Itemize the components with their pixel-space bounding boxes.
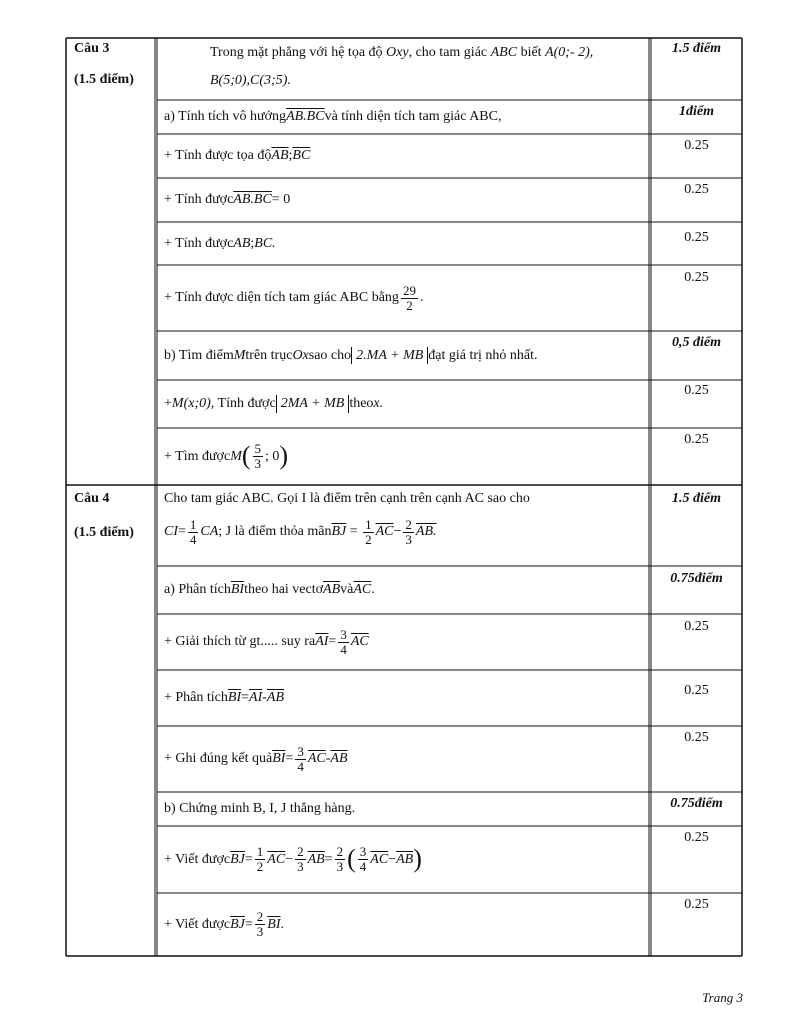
q3-intro-text: Trong mặt phẳng với hệ tọa độ [210,45,387,60]
q3-row-3-score: 0.25 [684,230,709,245]
denominator: 4 [359,859,367,874]
numerator: 3 [359,844,367,860]
denominator: 2 [256,859,264,874]
q3-row-1-score: 0.25 [684,138,709,153]
q3-point-c: ,C(3;5). [246,73,291,88]
denominator: 2 [406,297,413,313]
vector-bj: $\overline{BJ}$ [230,916,245,932]
vector-ab: AB. [415,524,437,540]
q4-row-a [157,566,649,614]
fraction [255,910,266,938]
equals: = [285,751,294,767]
paren-open: ( [347,844,356,874]
fraction [253,442,264,470]
vector-ab: $\overline{AB}$ [266,690,285,706]
numerator: 2 [336,844,344,860]
q3-oxy: Oxy [386,45,409,60]
vector-ac: $\overline{AC}$ [267,851,286,867]
q3-abc: ABC [490,45,518,60]
equals: = [244,851,253,867]
row-text: + Tính được tọa độ [164,148,272,164]
numerator: 1 [189,517,197,532]
row-text: . [419,290,424,306]
minus: - [262,690,267,706]
vector-bi: $\overline{BI}$ [272,751,286,767]
row-text: . [280,916,285,932]
equals: = [244,916,253,932]
vector-bi: $\overline{BI}$ [267,916,281,932]
minus: - [325,751,331,767]
q3-points: (1.5 điểm) [74,72,134,87]
q3-row-b1-score: 0.25 [684,383,709,398]
fraction [295,845,306,873]
row-text: sao cho [308,347,352,363]
numerator: 1 [365,517,372,532]
row-text: + Tính được [164,235,234,251]
vector-bj: $\overline{BJ}$ [331,524,347,540]
row-text: + [164,396,172,412]
row-text: + Tìm được [164,448,231,464]
vector-ab: $\overline{AB}$ [271,148,289,164]
q3-intro-line2 [210,72,646,90]
row-text: , Tính được [210,396,276,412]
row-text: + Giải thích từ gt..... suy ra [164,634,316,650]
fraction [401,284,418,312]
numerator: 2 [297,844,304,860]
q3-row-a-score: 1điểm [679,104,714,119]
paren-close: ) [413,844,422,874]
q3-total: 1.5 điểm [672,41,721,56]
row-text: ; 0 [265,448,280,464]
point-m: M [233,347,246,363]
numerator: 29 [402,282,416,298]
denominator: 3 [336,859,344,874]
row-text: + Viết được [164,851,231,867]
vector-ai: $\overline{AI}$ [249,690,263,706]
q3-label: Câu 3 [74,41,110,56]
paren-open: ( [241,441,251,471]
fraction [358,845,369,873]
equals: = [241,690,250,706]
row-text: a) Phân tích [164,582,231,598]
row-text: đạt giá trị nhỏ nhất. [428,347,538,363]
numerator: 2 [405,517,412,532]
q3-row-b [157,331,649,380]
paren-close: ) [279,441,289,471]
q4-total: 1.5 điểm [672,491,721,506]
numerator: 5 [254,441,262,457]
equals: = [328,634,337,650]
q4-row-1 [157,614,649,670]
q3-row-4-score: 0.25 [684,270,709,285]
q4-row-3-score: 0.25 [684,730,709,745]
denominator: 4 [340,641,347,657]
q4-row-1-score: 0.25 [684,619,709,634]
q3-row-b1 [157,380,649,428]
q4-row-b2 [157,893,649,956]
row-text: b) Tìm điểm [164,347,234,363]
q3-row-2-score: 0.25 [684,182,709,197]
denominator: 4 [297,758,304,774]
q3-row-3 [157,222,649,265]
denominator: 3 [254,456,262,471]
fraction [255,845,266,873]
q3-row-a [157,100,649,134]
vector-bi: $\overline{BI}$ [227,690,242,706]
row-text: theo [349,396,374,412]
q3-row-b2-score: 0.25 [684,432,709,447]
q4-row-b1-score: 0.25 [684,830,709,845]
q4-label: Câu 4 [74,491,110,506]
vector-ac: $\overline{AC}$ [370,851,389,867]
fraction [335,845,346,873]
q3-row-b2 [157,428,649,485]
numerator: 3 [297,743,304,759]
row-text: và [340,582,354,598]
q4-row-3 [157,726,649,792]
axis-ox: Ox [292,347,309,363]
q4-row-2-score: 0.25 [684,683,709,698]
length-ab: AB [233,235,251,251]
equals: = [178,524,186,540]
q3-row-b-score: 0,5 điểm [672,335,721,350]
vector-expr: AB.BC [233,192,272,208]
q3-intro-text-b: , cho tam giác [408,45,491,60]
q3-row-1 [157,134,649,178]
row-text: trên trục [245,347,293,363]
q4-points: (1.5 điểm) [74,525,134,540]
vector-ac: $\overline{AC}$ [353,582,372,598]
q3-point-b: B(5;0) [210,73,247,88]
q4-intro: Cho tam giác ABC. Gọi I là điểm trên cạnh trên cạnh AC sao cho [164,491,530,506]
row-text: = 0 [271,192,291,208]
fraction [188,518,199,546]
abs-expression: 2.MA + MB [351,347,428,365]
abs-expression: 2MA + MB [276,395,350,413]
denominator: 4 [189,531,197,547]
minus: − [388,851,397,867]
q3-intro-text-c: biết [517,45,546,60]
length-bc: BC. [254,235,276,251]
row-text: b) Chứng minh B, I, J thẳng hàng. [164,801,356,817]
row-text: + Tính được [164,192,234,208]
vector-bj: $\overline{BJ}$ [230,851,245,867]
page-footer: Trang 3 [702,990,743,1005]
vector-ac: $\overline{AC}$ [307,751,326,767]
vector-ac: $\overline{AC}$ [350,634,369,650]
separator: ; [250,235,255,251]
q4-row-a-score: 0.75điểm [670,571,723,586]
row-text: + Viết được [164,916,231,932]
row-text: a) Tính tích vô hướng [164,109,287,125]
seg-ca: CA [200,524,219,540]
fraction [403,518,414,546]
point-m: M [230,448,242,464]
row-text: . [371,582,375,598]
numerator: 3 [340,626,347,642]
row-text: + Tính được diện tích tam giác ABC bằng [164,290,399,306]
q3-row-2 [157,178,649,222]
minus: − [285,851,294,867]
var-x: x. [373,396,384,412]
minus: − [393,524,402,540]
equals: = [324,851,333,867]
vector-ab: $\overline{AB}$ [307,851,325,867]
q4-row-b-score: 0.75điểm [670,796,723,811]
q3-point-a: A(0;- 2), [545,45,594,60]
row-text: + Ghi đúng kết quả [164,751,273,767]
fraction [363,518,374,546]
row-text: và tính diện tích tam giác ABC, [324,109,502,125]
vector-ab: $\overline{AB}$ [323,582,341,598]
q4-row-2 [157,670,649,726]
separator: ; [288,148,293,164]
q4-row-b1 [157,826,649,893]
vector-expr: AB.BC [286,109,325,125]
vector-ab: $\overline{AB}$ [330,751,348,767]
denominator: 3 [297,859,304,874]
q4-intro-line2: CI = $\frac{1}{4}$ CA ; J là điểm thỏa mãn $\overline{BJ}$ = $\frac{1}{2}$ $\overline{AC}$ − $\frac{2}{3}$ AB. [164,517,437,547]
fraction [338,628,349,656]
fraction [295,745,306,773]
q3-row-4 [157,265,649,331]
row-text: theo hai vectơ [244,582,324,598]
vector-bc: $\overline{BC}$ [292,148,311,164]
numerator: 1 [256,844,264,860]
denominator: 2 [365,531,372,547]
row-text: ; J là điểm thỏa mãn [218,524,332,540]
denominator: 3 [256,924,264,939]
seg-ci: CI [164,524,178,540]
q3-intro [210,44,646,62]
q4-row-b [157,792,649,826]
vector-ab: $\overline{AB}$ [396,851,414,867]
q4-row-b2-score: 0.25 [684,897,709,912]
numerator: 2 [256,909,264,925]
vector-bi: $\overline{BI}$ [230,582,245,598]
point-mx: M(x;0) [171,396,211,412]
denominator: 3 [405,531,412,547]
vector-ai: $\overline{AI}$ [315,634,329,650]
row-text: + Phân tích [164,690,228,706]
vector-ac: $\overline{AC}$ [375,524,394,540]
